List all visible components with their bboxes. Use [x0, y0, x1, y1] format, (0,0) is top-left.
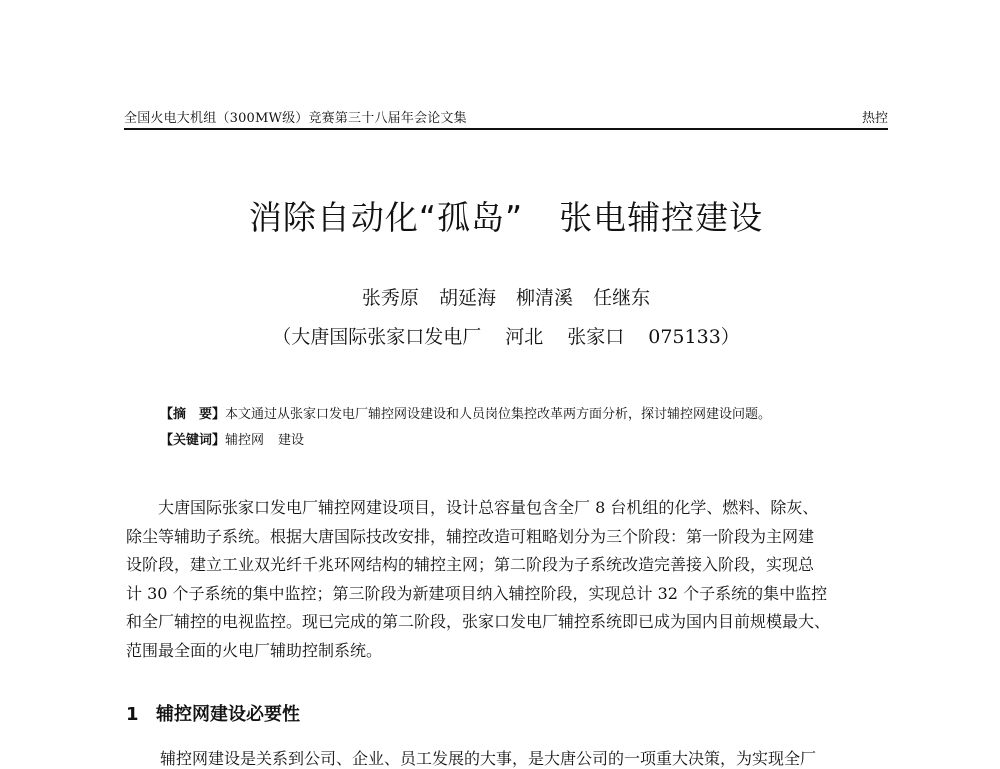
affiliation-city: 张家口 — [567, 326, 625, 348]
abstract-text: 本文通过从张家口发电厂辅控网设建设和人员岗位集控改革两方面分析，探讨辅控网建设问题。 — [225, 407, 772, 422]
paragraph-line: 大唐国际张家口发电厂辅控网建设项目，设计总容量包含全厂 8 台机组的化学、燃料、除灰、 — [126, 498, 819, 517]
paragraph-line: 范围最全面的火电厂辅助控制系统。 — [126, 640, 383, 660]
abstract — [160, 402, 900, 428]
keyword: 辅控网 — [225, 433, 265, 448]
paper-title — [124, 192, 888, 239]
abstract-label: 【摘 要】 — [160, 407, 226, 422]
author: 任继东 — [593, 287, 651, 309]
author: 张秀原 — [361, 287, 419, 309]
section-number: 1 — [126, 704, 139, 725]
paragraph-line: 计 30 个子系统的集中监控；第三阶段为新建项目纳入辅控阶段，实现总计 32 个子系统的集中监控 — [126, 583, 828, 603]
title-part-2: 张电辅控建设 — [559, 198, 764, 237]
author: 柳清溪 — [516, 287, 574, 309]
running-header — [124, 104, 888, 130]
author-list — [124, 283, 888, 310]
keywords — [160, 428, 900, 454]
affiliation-postcode: 075133） — [648, 326, 740, 348]
section-tag: 热控 — [861, 111, 888, 126]
keywords-label: 【关键词】 — [160, 433, 226, 448]
journal-title: 全国火电大机组（300MW级）竞赛第三十八届年会论文集 — [124, 111, 467, 126]
intro-paragraph — [126, 494, 890, 665]
author: 胡延海 — [438, 287, 496, 309]
keyword: 建设 — [278, 433, 305, 448]
paragraph-line: 和全厂辅控的电视监控。现已完成的第二阶段，张家口发电厂辅控系统即已成为国内目前规模最大、 — [126, 612, 831, 631]
affiliation-province: 河北 — [505, 326, 544, 348]
title-part-1: 消除自动化“孤岛” — [248, 198, 524, 237]
affiliation-org: （大唐国际张家口发电厂 — [272, 326, 482, 348]
paragraph-line: 除尘等辅助子系统。根据大唐国际技改安排，辅控改造可粗略划分为三个阶段：第一阶段为主网建 — [126, 526, 815, 546]
affiliation — [124, 322, 888, 349]
section-paragraph: 辅控网建设是关系到公司、企业、员工发展的大事，是大唐公司的一项重大决策，为实现全厂 — [160, 749, 817, 768]
abstract-block — [160, 402, 900, 454]
section-heading — [126, 700, 890, 726]
section-title: 辅控网建设必要性 — [156, 704, 300, 725]
paragraph-line: 设阶段，建立工业双光纤千兆环网结构的辅控主网；第二阶段为子系统改造完善接入阶段，实现总 — [126, 555, 815, 574]
